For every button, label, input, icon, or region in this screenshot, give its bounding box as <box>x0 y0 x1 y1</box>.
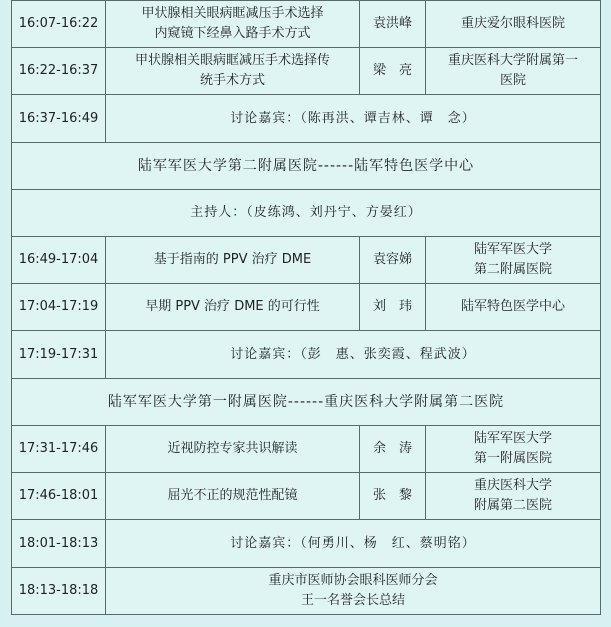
topic-cell <box>106 237 360 284</box>
speaker-cell: 张 黎 <box>360 473 426 520</box>
topic-cell-line: 基于指南的 PPV 治疗 DME <box>153 252 312 267</box>
schedule-row <box>12 95 601 143</box>
schedule-row <box>12 48 601 95</box>
schedule-row <box>12 237 601 284</box>
time-cell: 16:22-16:37 <box>12 48 106 95</box>
schedule-body <box>12 1 601 615</box>
hospital-cell <box>426 237 601 284</box>
hospital-cell-line: 重庆爱尔眼科医院 <box>460 16 565 31</box>
hospital-cell <box>426 473 601 520</box>
schedule-row <box>12 473 601 520</box>
discussion-cell: 讨论嘉宾：（陈再洪、谭吉林、谭 念） <box>106 95 601 143</box>
time-cell: 16:49-17:04 <box>12 237 106 284</box>
time-cell: 17:19-17:31 <box>12 331 106 379</box>
hospital-cell-line: 陆军特色医学中心 <box>460 299 565 314</box>
speaker-cell: 袁洪峰 <box>360 1 426 48</box>
schedule-row <box>12 568 601 615</box>
time-cell: 16:37-16:49 <box>12 95 106 143</box>
hospital-cell-line: 第二附属医院 <box>473 262 552 277</box>
session-title: 陆军军医大学第一附属医院------重庆医科大学附属第二医院 <box>12 379 601 426</box>
closing-cell-line: 重庆市医师协会眼科医师分会 <box>268 573 438 588</box>
time-cell: 17:31-17:46 <box>12 426 106 473</box>
hospital-cell <box>426 426 601 473</box>
time-cell: 17:46-18:01 <box>12 473 106 520</box>
hospital-cell <box>426 48 601 95</box>
discussion-cell: 讨论嘉宾：（何勇川、杨 红、蔡明铭） <box>106 520 601 568</box>
topic-cell <box>106 473 360 520</box>
topic-cell <box>106 426 360 473</box>
schedule-row <box>12 143 601 190</box>
schedule-row <box>12 379 601 426</box>
time-cell: 18:01-18:13 <box>12 520 106 568</box>
schedule-row <box>12 331 601 379</box>
speaker-cell: 袁容娣 <box>360 237 426 284</box>
time-cell: 17:04-17:19 <box>12 284 106 331</box>
schedule-table <box>11 0 601 615</box>
schedule-row <box>12 426 601 473</box>
hospital-cell <box>426 284 601 331</box>
hospital-cell-line: 重庆医科大学附属第一 <box>447 53 578 68</box>
discussion-cell: 讨论嘉宾：（彭 惠、张奕霞、程武波） <box>106 331 601 379</box>
topic-cell-line: 甲状腺相关眼病眶减压手术选择 <box>141 6 324 21</box>
topic-cell-line: 早期 PPV 治疗 DME 的可行性 <box>145 299 320 314</box>
schedule-row <box>12 1 601 48</box>
speaker-cell: 梁 亮 <box>360 48 426 95</box>
time-cell: 18:13-18:18 <box>12 568 106 615</box>
hospital-cell-line: 第一附属医院 <box>473 451 552 466</box>
hospital-cell-line: 重庆医科大学 <box>473 478 552 493</box>
closing-cell <box>106 568 601 615</box>
moderator-cell: 主持人：（皮练鸿、刘丹宁、方晏红） <box>12 190 601 237</box>
speaker-cell: 刘 玮 <box>360 284 426 331</box>
schedule-row <box>12 284 601 331</box>
topic-cell-line: 屈光不正的规范性配镜 <box>167 488 298 503</box>
topic-cell-line: 内窥镜下经鼻入路手术方式 <box>154 26 311 41</box>
topic-cell <box>106 48 360 95</box>
schedule-row <box>12 190 601 237</box>
time-cell: 16:07-16:22 <box>12 1 106 48</box>
hospital-cell <box>426 1 601 48</box>
hospital-cell-line: 陆军军医大学 <box>473 242 552 257</box>
session-title: 陆军军医大学第二附属医院------陆军特色医学中心 <box>12 143 601 190</box>
hospital-cell-line: 陆军军医大学 <box>473 431 552 446</box>
hospital-cell-line: 附属第二医院 <box>473 498 552 513</box>
schedule-row <box>12 520 601 568</box>
topic-cell <box>106 1 360 48</box>
topic-cell-line: 甲状腺相关眼病眶减压手术选择传 <box>134 53 330 68</box>
closing-cell-line: 王一名誉会长总结 <box>300 593 405 608</box>
speaker-cell: 余 涛 <box>360 426 426 473</box>
topic-cell <box>106 284 360 331</box>
topic-cell-line: 统手术方式 <box>199 73 265 88</box>
topic-cell-line: 近视防控专家共识解读 <box>167 441 298 456</box>
hospital-cell-line: 医院 <box>499 73 526 88</box>
